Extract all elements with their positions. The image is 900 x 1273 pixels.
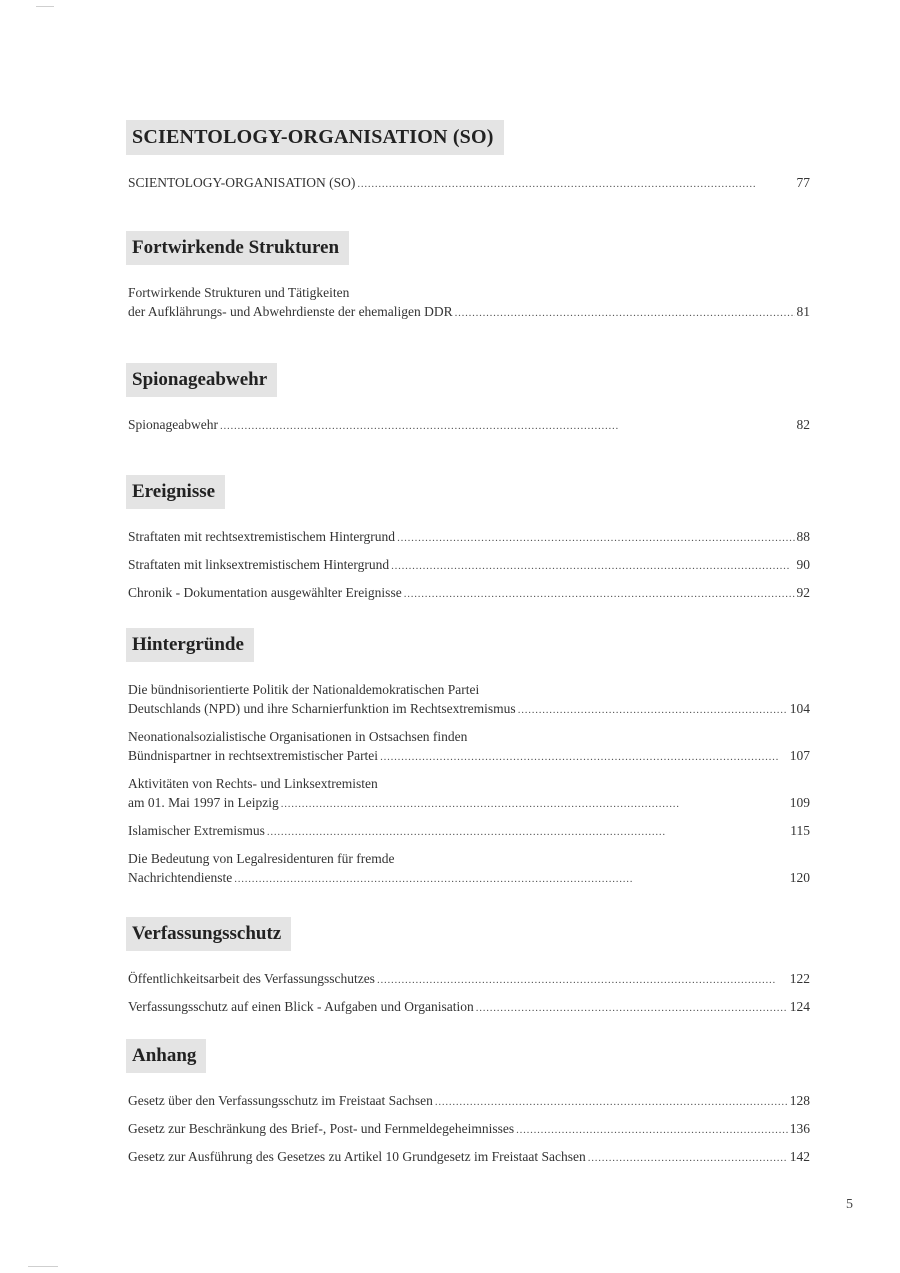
toc-entry[interactable]: Spionageabwehr . . . 82 — [128, 415, 810, 436]
section-anhang — [128, 1039, 810, 1168]
section-fortwirkende-strukturen — [128, 231, 810, 323]
toc-entries — [128, 680, 810, 889]
page-ref: 104 — [789, 701, 810, 716]
page-ref: 122 — [789, 971, 810, 986]
page-ref: 120 — [789, 870, 810, 885]
page-ref: 88 — [796, 529, 810, 544]
section-scientology — [128, 120, 810, 194]
toc-entry[interactable]: Neonationalsozialistische Organisationen in Ostsachsen finden Bündnispartner in rechtsextremistischer Partei . . . 107 — [128, 727, 810, 767]
toc-entry[interactable]: Chronik - Dokumentation ausgewählter Ereignisse . . . 92 — [128, 583, 810, 604]
page-ref: 92 — [796, 585, 810, 600]
toc-entry[interactable]: Verfassungsschutz auf einen Blick - Aufgaben und Organisation . . . 124 — [128, 997, 810, 1018]
toc-entry[interactable]: Straftaten mit rechtsextremistischem Hintergrund . . . 88 — [128, 527, 810, 548]
toc-entries — [128, 969, 810, 1018]
scan-mark-top — [36, 6, 54, 7]
section-heading: Anhang — [126, 1039, 206, 1073]
toc-entry[interactable]: Die Bedeutung von Legalresidenturen für fremde Nachrichtendienste . . . 120 — [128, 849, 810, 889]
toc-entry[interactable]: Die bündnisorientierte Politik der Nationaldemokratischen Partei Deutschlands (NPD) und ihre Scharnierfunktion im Rechtsextremismus . . . 104 — [128, 680, 810, 720]
toc-entries — [128, 527, 810, 604]
page-ref: 109 — [789, 795, 810, 810]
toc-entry[interactable]: Gesetz zur Beschränkung des Brief-, Post- und Fernmeldegeheimnisses . . . 136 — [128, 1119, 810, 1140]
toc-entry[interactable]: Öffentlichkeitsarbeit des Verfassungsschutzes . . . 122 — [128, 969, 810, 990]
toc-entry[interactable]: Fortwirkende Strukturen und Tätigkeiten der Aufklährungs- und Abwehrdienste der ehemaligen DDR . . . 81 — [128, 283, 810, 323]
page-ref: 107 — [789, 748, 810, 763]
page-ref: 115 — [790, 823, 810, 838]
page-ref: 77 — [796, 175, 810, 190]
section-heading: Ereignisse — [126, 475, 225, 509]
section-heading: Hintergründe — [126, 628, 254, 662]
scan-mark-bottom — [28, 1266, 58, 1267]
toc-entry[interactable]: Aktivitäten von Rechts- und Linksextremisten am 01. Mai 1997 in Leipzig . . . 109 — [128, 774, 810, 814]
page-number: 5 — [846, 1197, 853, 1212]
toc-entry[interactable]: Straftaten mit linksextremistischem Hintergrund . . . 90 — [128, 555, 810, 576]
toc-entries — [128, 415, 810, 436]
page-ref: 81 — [796, 304, 810, 319]
section-heading: Spionageabwehr — [126, 363, 277, 397]
page-ref: 124 — [789, 999, 810, 1014]
page-ref: 128 — [789, 1093, 810, 1108]
section-hintergruende — [128, 628, 810, 889]
page-ref: 90 — [796, 557, 810, 572]
page-ref: 142 — [789, 1149, 810, 1164]
section-verfassungsschutz — [128, 917, 810, 1018]
toc-entry[interactable]: SCIENTOLOGY-ORGANISATION (SO) . . . 77 — [128, 173, 810, 194]
toc-entry[interactable]: Gesetz zur Ausführung des Gesetzes zu Artikel 10 Grundgesetz im Freistaat Sachsen . . . 142 — [128, 1147, 810, 1168]
toc-entries — [128, 283, 810, 323]
toc-entries — [128, 1091, 810, 1168]
toc-entry[interactable]: Gesetz über den Verfassungsschutz im Freistaat Sachsen . . . 128 — [128, 1091, 810, 1112]
section-heading: Fortwirkende Strukturen — [126, 231, 349, 265]
toc-entry[interactable]: Islamischer Extremismus . . . 115 — [128, 821, 810, 842]
section-heading: SCIENTOLOGY-ORGANISATION (SO) — [126, 120, 504, 155]
page-ref: 136 — [789, 1121, 810, 1136]
section-ereignisse — [128, 475, 810, 604]
section-heading: Verfassungsschutz — [126, 917, 291, 951]
section-spionageabwehr — [128, 363, 810, 436]
page-ref: 82 — [796, 417, 810, 432]
toc-entries — [128, 173, 810, 194]
